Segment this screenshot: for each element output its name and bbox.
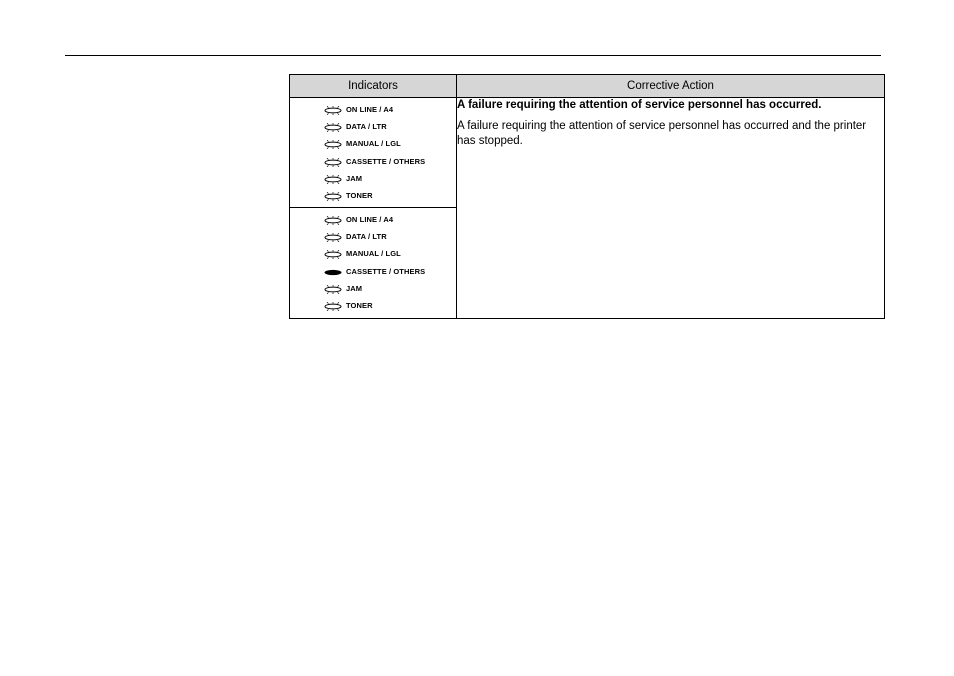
led-blinking-icon bbox=[323, 158, 345, 167]
header-corrective-action: Corrective Action bbox=[457, 75, 885, 98]
indicator-label: CASSETTE / OTHERS bbox=[346, 156, 426, 166]
indicator-label: JAM bbox=[346, 173, 363, 183]
top-rule bbox=[65, 55, 881, 56]
indicator-label: ON LINE / A4 bbox=[346, 105, 394, 114]
indicator-label: JAM bbox=[346, 283, 363, 293]
table-header-row bbox=[290, 75, 885, 98]
indicator-label: ON LINE / A4 bbox=[346, 215, 394, 224]
led-blinking-icon bbox=[323, 106, 345, 115]
corrective-action-cell bbox=[457, 98, 885, 319]
led-blinking-icon bbox=[323, 285, 345, 294]
indicator-cell bbox=[290, 208, 457, 319]
table-row bbox=[290, 98, 885, 208]
led-blinking-icon bbox=[323, 192, 345, 201]
led-blinking-icon bbox=[323, 302, 345, 311]
action-heading: A failure requiring the attention of service personnel has occurred. bbox=[457, 99, 822, 111]
indicator-label: MANUAL / LGL bbox=[346, 139, 401, 149]
indicator-cell bbox=[290, 98, 457, 208]
header-indicators: Indicators bbox=[290, 75, 457, 98]
led-blinking-icon bbox=[323, 175, 345, 184]
indicator-label: TONER bbox=[346, 300, 373, 310]
led-blinking-icon bbox=[323, 233, 345, 242]
indicator-label: CASSETTE / OTHERS bbox=[346, 266, 426, 276]
indicator-label: TONER bbox=[346, 190, 373, 200]
action-body: A failure requiring the attention of service personnel has occurred and the printer has stopped. bbox=[457, 120, 867, 147]
led-blinking-icon bbox=[323, 140, 345, 149]
led-blinking-icon bbox=[323, 216, 345, 225]
error-indicator-table bbox=[289, 74, 885, 319]
indicator-label: DATA / LTR bbox=[346, 122, 387, 132]
indicator-label: MANUAL / LGL bbox=[346, 249, 401, 259]
led-blinking-icon bbox=[323, 250, 345, 259]
led-on-icon bbox=[323, 268, 345, 277]
led-blinking-icon bbox=[323, 123, 345, 132]
indicator-label: DATA / LTR bbox=[346, 232, 387, 242]
